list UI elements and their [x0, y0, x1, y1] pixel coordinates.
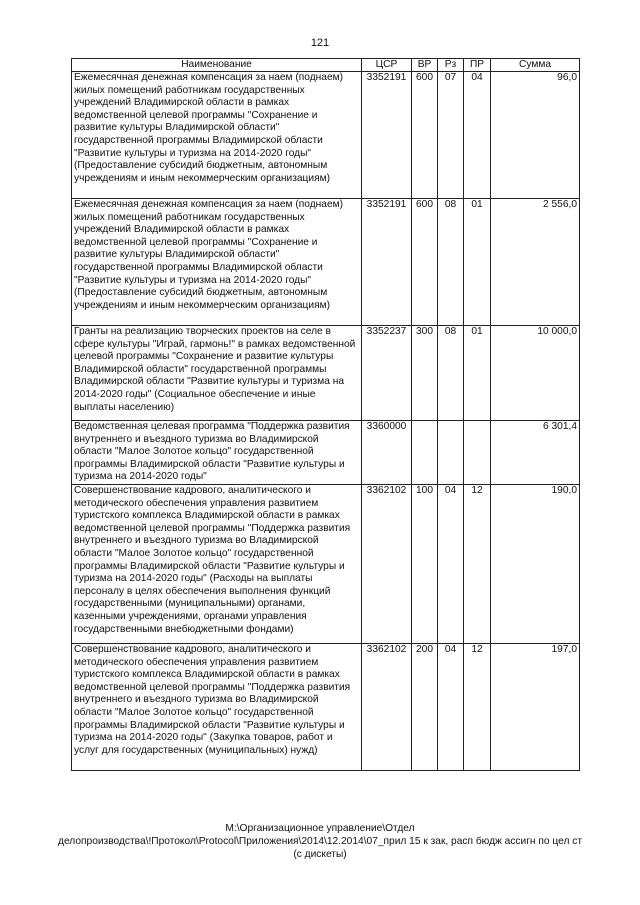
header-csr: ЦСР	[362, 59, 412, 72]
row-vr: 300	[412, 326, 438, 421]
row-vr: 600	[412, 199, 438, 326]
row-csr: 3362102	[362, 484, 412, 643]
row-sum: 10 000,0	[491, 326, 580, 421]
row-pr: 12	[464, 484, 491, 643]
row-rz: 04	[438, 484, 464, 643]
row-sum: 6 301,4	[491, 421, 580, 485]
row-name: Ведомственная целевая программа "Поддержка развития внутреннего и въездного туризма во Владимирской области "Малое Золотое кольцо" государственной программы Владимирской области "Развитие культуры и туризма на 2014-2020 годы"	[72, 421, 362, 485]
row-pr: 04	[464, 72, 491, 199]
row-rz: 04	[438, 643, 464, 770]
row-rz: 07	[438, 72, 464, 199]
table-row	[72, 484, 580, 643]
row-sum: 96,0	[491, 72, 580, 199]
header-rz: Рз	[438, 59, 464, 72]
row-rz	[438, 421, 464, 485]
file-path-footer	[40, 822, 600, 861]
row-pr: 01	[464, 199, 491, 326]
budget-table	[71, 58, 580, 771]
table-row	[72, 199, 580, 326]
table-header-row	[72, 59, 580, 72]
row-name: Совершенствование кадрового, аналитического и методического обеспечения управления развитием туристского комплекса Владимирской области в рамках ведомственной целевой программы "Поддержка развития внутреннего и въездного туризма во Владимирской области "Малое Золотое кольцо" государственной программы Владимирской области "Развитие культуры и туризма на 2014-2020 годы" (Расходы на выплаты персоналу в целях обеспечения выполнения функций государственными (муниципальными) органами, казенными учреждениями, органами управления государственными внебюджетными фондами)	[72, 484, 362, 643]
header-vr: ВР	[412, 59, 438, 72]
row-csr: 3352191	[362, 199, 412, 326]
footer-line-2: делопроизводства\!Протокол\Protocol\Приложения\2014\12.2014\07_прил 15 к зак, расп бюдж ассигн по цел ст	[58, 836, 582, 847]
header-pr: ПР	[464, 59, 491, 72]
row-pr: 01	[464, 326, 491, 421]
row-name: Совершенствование кадрового, аналитического и методического обеспечения управления развитием туристского комплекса Владимирской области в рамках ведомственной целевой программы "Поддержка развития внутреннего и въездного туризма во Владимирской области "Малое Золотое кольцо" государственной программы Владимирской области "Развитие культуры и туризма на 2014-2020 годы" (Закупка товаров, работ и услуг для государственных (муниципальных) нужд)	[72, 643, 362, 770]
row-vr	[412, 421, 438, 485]
header-sum: Сумма	[491, 59, 580, 72]
row-csr: 3362102	[362, 643, 412, 770]
row-sum: 190,0	[491, 484, 580, 643]
row-csr: 3352237	[362, 326, 412, 421]
row-sum: 2 556,0	[491, 199, 580, 326]
row-name: Гранты на реализацию творческих проектов на селе в сфере культуры "Играй, гармонь!" в рамках ведомственной целевой программы "Сохранение и развитие культуры Владимирской области" государственной программы Владимирской области "Развитие культуры и туризма на 2014-2020 годы" (Социальное обеспечение и иные выплаты населению)	[72, 326, 362, 421]
row-pr	[464, 421, 491, 485]
row-name: Ежемесячная денежная компенсация за наем (поднаем) жилых помещений работникам государственных учреждений Владимирской области в рамках ведомственной целевой программы "Сохранение и развитие культуры Владимирской области" государственной программы Владимирской области "Развитие культуры и туризма на 2014-2020 годы" (Предоставление субсидий бюджетным, автономным учреждениям и иным некоммерческим организациям)	[72, 72, 362, 199]
row-vr: 100	[412, 484, 438, 643]
row-csr: 3352191	[362, 72, 412, 199]
row-csr: 3360000	[362, 421, 412, 485]
page-number: 121	[310, 37, 330, 49]
row-rz: 08	[438, 326, 464, 421]
table-row	[72, 421, 580, 485]
row-rz: 08	[438, 199, 464, 326]
footer-line-1: M:\Организационное управление\Отдел	[225, 823, 415, 834]
table-row	[72, 72, 580, 199]
row-sum: 197,0	[491, 643, 580, 770]
footer-line-3: (с дискеты)	[293, 849, 347, 860]
row-vr: 200	[412, 643, 438, 770]
table-row	[72, 643, 580, 770]
row-name: Ежемесячная денежная компенсация за наем (поднаем) жилых помещений работникам государственных учреждений Владимирской области в рамках ведомственной целевой программы "Сохранение и развитие культуры Владимирской области" государственной программы Владимирской области "Развитие культуры и туризма на 2014-2020 годы" (Предоставление субсидий бюджетным, автономным учреждениям и иным некоммерческим организациям)	[72, 199, 362, 326]
table-row	[72, 326, 580, 421]
row-vr: 600	[412, 72, 438, 199]
header-name: Наименование	[72, 59, 362, 72]
row-pr: 12	[464, 643, 491, 770]
